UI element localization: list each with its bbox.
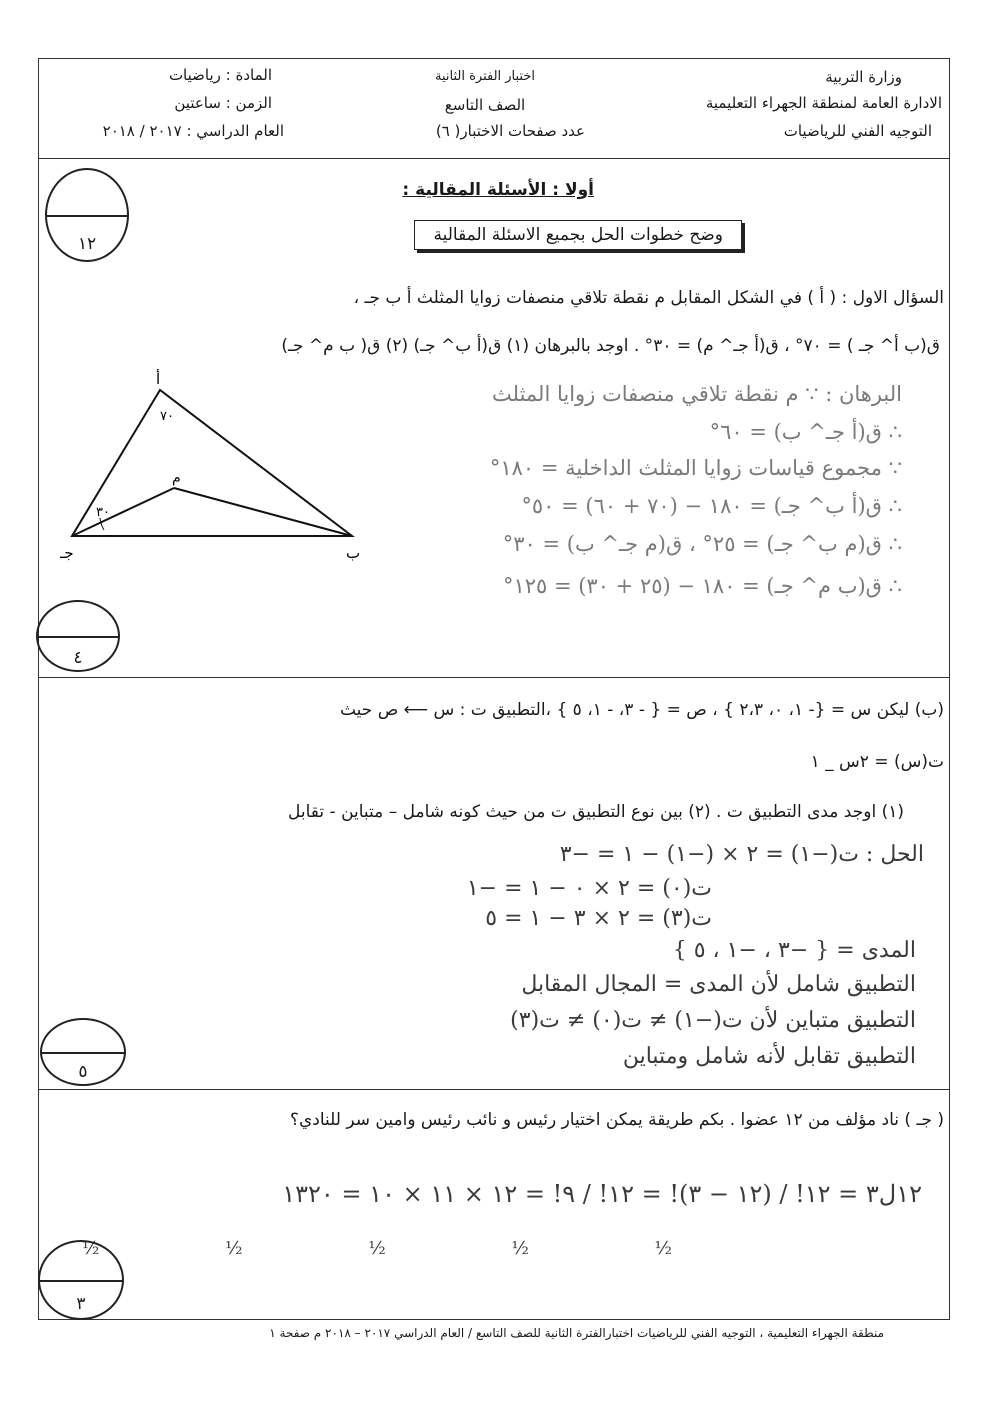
header-department: التوجيه الفني للرياضيات xyxy=(783,122,932,140)
triangle-abc xyxy=(72,390,352,536)
q1b-score-value: ٥ xyxy=(78,1062,88,1082)
section-score-circle xyxy=(45,168,129,262)
section-score-value: ١٢ xyxy=(77,234,97,254)
q1a-hand-line5: ∴ ق(م ب^ جـ) = ٢٥° ، ق(م جـ^ ب) = ٣٠° xyxy=(502,532,902,556)
q1c-score-circle xyxy=(38,1240,124,1320)
q1a-hand-line2: ∴ ق(أ جـ^ ب) = ٦٠° xyxy=(709,420,902,444)
header-exam-title: اختبار الفترة الثانية xyxy=(434,69,536,84)
q1b-line1: (ب) ليكن س = {- ١، ٠، ٢،٣ } ، ص = { - ٣، - ١، ٥ } ،التطبيق ت : س ⟵ ص حيث xyxy=(339,700,944,720)
q1c-hand-solution: ١٢ل٣ = ١٢! / (١٢ − ٣)! = ١٢! / ٩! = ١٢ × ١١ × ١٠ = ١٣٢٠ xyxy=(282,1180,922,1208)
q1a-hand-line4: ∴ ق(أ ب^ جـ) = ١٨٠ − (٧٠ + ٦٠) = ٥٠° xyxy=(521,494,902,518)
q1a-score-circle xyxy=(36,600,120,672)
page-footer: منطقة الجهراء التعليمية ، التوجيه الفني للرياضيات اختبارالفترة الثانية للصف التاسع / العام الدراسي ٢٠١٧ – ٢٠١٨ م صفحة ١ xyxy=(269,1326,884,1340)
q1a-hand-line1: البرهان : ∵ م نقطة تلاقي منصفات زوايا المثلث xyxy=(492,382,902,406)
header-year: العام الدراسي : ٢٠١٧ / ٢٠١٨ xyxy=(102,122,284,140)
q1a-line2: ق(ب أ^ جـ ) = ٧٠° ، ق(أ جـ^ م) = ٣٠° . اوجد بالبرهان (١) ق(أ ب^ جـ) (٢) ق( ب م^ جـ) xyxy=(281,336,940,356)
vertex-a-label: أ xyxy=(156,370,161,388)
angle-a-label: ٧٠ xyxy=(160,409,174,424)
header-directorate: الادارة العامة لمنطقة الجهراء التعليمية xyxy=(705,94,942,112)
q1b-hand-line2: ت(٠) = ٢ × ٠ − ١ = −١ xyxy=(466,876,712,901)
bisector-bm xyxy=(174,488,352,536)
q1b-line2: ت(س) = ٢س _ ١ xyxy=(810,752,944,772)
header-ministry: وزارة التربية xyxy=(825,68,902,86)
q1b-hand-line4: المدى = { −٣ ، −١ ، ٥ } xyxy=(672,938,916,963)
q1b-hand-line7: التطبيق تقابل لأنه شامل ومتباين xyxy=(622,1044,916,1069)
triangle-figure xyxy=(60,368,380,568)
vertex-b-label: ب xyxy=(346,544,361,562)
q1b-divider xyxy=(38,1089,950,1090)
q1c-score-value: ٣ xyxy=(76,1294,86,1314)
instruction-box: وضح خطوات الحل بجميع الاسئلة المقالية xyxy=(414,220,742,250)
header-pages: عدد صفحات الاختبار( ٦) xyxy=(435,122,585,140)
q1a-divider xyxy=(38,677,950,678)
angle-c-label: ٣٠ xyxy=(96,505,110,520)
header-subject: المادة : رياضيات xyxy=(168,66,272,84)
header-grade: الصف التاسع xyxy=(444,96,526,114)
section-title: أولا : الأسئلة المقالية : xyxy=(402,180,594,200)
point-m-label: م xyxy=(172,470,181,486)
header-divider xyxy=(38,158,950,159)
q1b-score-circle xyxy=(40,1018,126,1086)
q1b-hand-line5: التطبيق شامل لأن المدى = المجال المقابل xyxy=(521,972,916,997)
q1a-hand-line6: ∴ ق(ب م^ جـ) = ١٨٠ − (٢٥ + ٣٠) = ١٢٥° xyxy=(502,574,902,598)
q1c-line1: ( جـ ) ناد مؤلف من ١٢ عضوا . بكم طريقة يمكن اختيار رئيس و نائب رئيس وامين سر للنادي؟ xyxy=(289,1110,944,1130)
q1c-hand-marks: ½ ½ ½ ½ ½ xyxy=(81,1238,732,1259)
header-time: الزمن : ساعتين xyxy=(174,94,272,112)
vertex-c-label: جـ xyxy=(60,544,74,562)
q1a-score-value: ٤ xyxy=(73,648,83,668)
q1a-line1: السؤال الاول : ( أ ) في الشكل المقابل م نقطة تلاقي منصفات زوايا المثلث أ ب جـ ، xyxy=(353,288,944,308)
q1b-hand-line1: الحل : ت(−١) = ٢ × (−١) − ١ = −٣ xyxy=(559,842,924,867)
q1a-hand-line3: ∵ مجموع قياسات زوايا المثلث الداخلية = ١٨٠° xyxy=(489,456,902,480)
q1b-hand-line6: التطبيق متباين لأن ت(−١) ≠ ت(٠) ≠ ت(٣) xyxy=(510,1008,916,1033)
q1b-hand-line3: ت(٣) = ٢ × ٣ − ١ = ٥ xyxy=(485,906,712,931)
q1b-line3: (١) اوجد مدى التطبيق ت . (٢) بين نوع التطبيق ت من حيث كونه شامل – متباين - تقابل xyxy=(288,802,904,822)
